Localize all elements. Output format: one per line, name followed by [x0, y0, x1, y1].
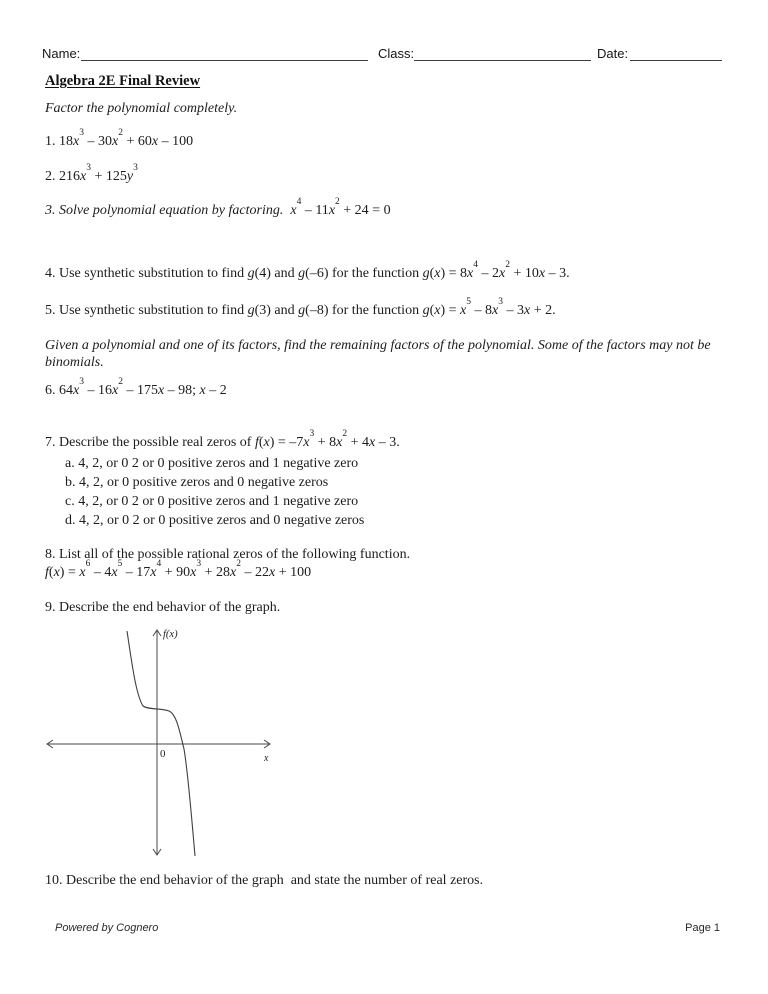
origin-label: 0	[160, 748, 166, 760]
class-label: Class:	[378, 46, 415, 61]
x-axis	[47, 740, 270, 748]
question-7-option-d: d. 4, 2, or 0 2 or 0 positive zeros and 0 negative zeros	[65, 513, 365, 528]
question-8-prompt: 8. List all of the possible rational zeros of the following function.	[45, 547, 411, 562]
question-10-prompt: 10. Describe the end behavior of the graph and state the number of real zeros.	[45, 873, 484, 888]
date-label: Date:	[597, 46, 629, 61]
question-5: 5. Use synthetic substitution to find g(3) and g(–8) for the function $g(x) = x^5 - 8x^3 - 3x + 2$.	[45, 297, 556, 318]
question-9-prompt: 9. Describe the end behavior of the graph.	[45, 600, 281, 615]
name-label: Name:	[42, 46, 81, 61]
page-title: Algebra 2E Final Review	[45, 73, 201, 89]
y-axis-label: f(x)	[163, 629, 178, 640]
question-6: 6. $64x^3 - 16x^2 - 175x - 98$; x – 2	[45, 377, 227, 398]
question-7-option-a: a. 4, 2, or 0 2 or 0 positive zeros and 1 negative zero	[65, 456, 359, 471]
question-2: 2. $216x^3 + 125y^3$	[45, 163, 138, 184]
y-axis	[153, 630, 161, 855]
powered-by-text: Powered by Cognero	[55, 922, 159, 934]
question-1: 1. $18x^3 - 30x^2 + 60x - 100$	[45, 128, 194, 149]
page-number: Page 1	[685, 922, 720, 934]
date-field-line	[630, 47, 722, 61]
given-instruction: Given a polynomial and one of its factors, find the remaining factors of the polynomial. Some of the factors may not be binomials.	[45, 338, 715, 370]
question-9-graph	[45, 622, 275, 862]
x-axis-label: x	[264, 753, 269, 764]
question-7-option-c: c. 4, 2, or 0 2 or 0 positive zeros and 1 negative zero	[65, 494, 359, 509]
question-4: 4. Use synthetic substitution to find g(4) and g(–6) for the function $g(x) = 8x^4 - 2x^2 + 10x - 3$.	[45, 260, 570, 281]
class-field-line	[414, 47, 591, 61]
name-field-line	[81, 47, 368, 61]
factor-instruction: Factor the polynomial completely.	[45, 101, 238, 116]
question-3: 3. Solve polynomial equation by factoring. $x^4 - 11x^2 + 24 = 0$	[45, 197, 391, 218]
question-8-function: $f(x) = x^6 - 4x^5 - 17x^4 + 90x^3 + 28x^2 - 22x + 100$	[45, 559, 312, 580]
question-7: 7. Describe the possible real zeros of $f(x) = -7x^3 + 8x^2 + 4x - 3$.	[45, 429, 400, 450]
question-7-option-b: b. 4, 2, or 0 positive zeros and 0 negative zeros	[65, 475, 329, 490]
